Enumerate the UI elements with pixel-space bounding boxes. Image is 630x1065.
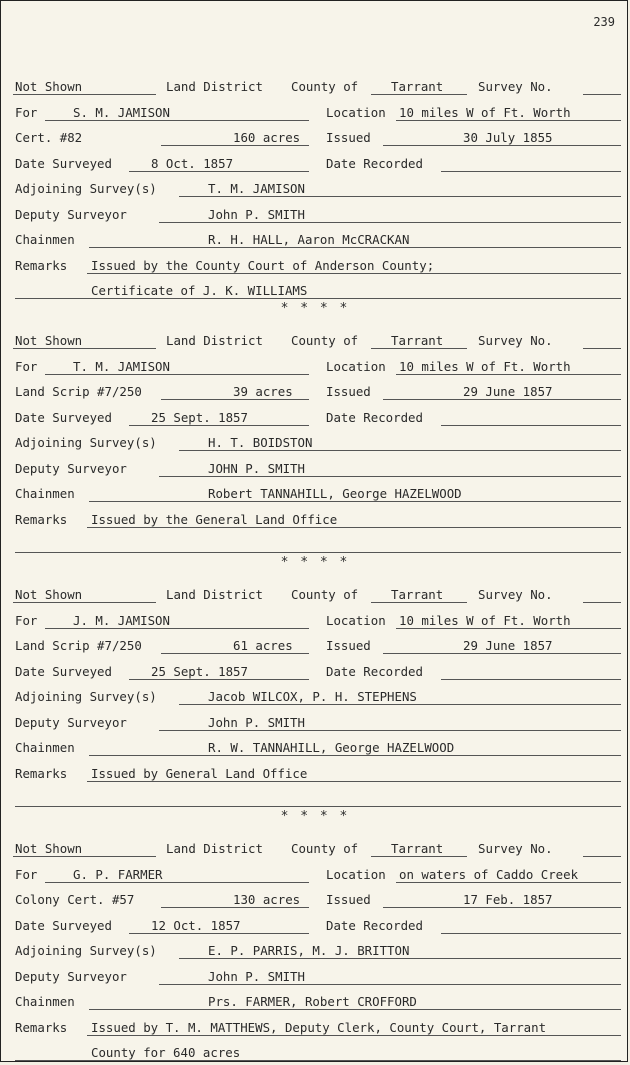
- blank-line: [441, 425, 621, 426]
- issued-value: 17 Feb. 1857: [463, 892, 553, 907]
- cert-value: Land Scrip #7/250: [15, 638, 142, 653]
- row-cert: [1, 632, 629, 658]
- adjoining-label: Adjoining Survey(s): [15, 943, 157, 958]
- blank-line: [89, 501, 621, 502]
- blank-line: [396, 374, 621, 375]
- blank-line: [15, 806, 621, 807]
- remarks-value: Issued by General Land Office: [91, 765, 308, 781]
- blank-line: [129, 171, 309, 172]
- date-recorded-label: Date Recorded: [326, 409, 423, 425]
- county-value: Tarrant: [391, 841, 444, 856]
- issued-value: 30 July 1855: [463, 130, 553, 145]
- deputy-value: John P. SMITH: [208, 968, 305, 984]
- chainmen-value: R. H. HALL, Aaron McCRACKAN: [208, 232, 410, 247]
- blank-line: [159, 222, 621, 223]
- survey-no-label: Survey No.: [478, 841, 553, 856]
- blank-line: [583, 94, 621, 95]
- blank-line: [371, 856, 467, 857]
- deputy-label: Deputy Surveyor: [15, 968, 127, 984]
- blank-line: [13, 602, 156, 603]
- blank-line: [129, 679, 309, 680]
- blank-line: [159, 476, 621, 477]
- date-surveyed-label: Date Surveyed: [15, 917, 112, 933]
- blank-line: [13, 856, 156, 857]
- blank-line: [13, 348, 156, 349]
- blank-line: [179, 450, 621, 451]
- record-separator: * * * *: [280, 555, 350, 570]
- blank-line: [15, 552, 621, 553]
- deputy-label: Deputy Surveyor: [15, 714, 127, 730]
- row-adjoining: [1, 429, 629, 455]
- remarks-label: Remarks: [15, 257, 68, 273]
- row-deputy: [1, 201, 629, 227]
- location-label: Location: [326, 104, 386, 120]
- land-district-label: Land District: [166, 841, 263, 856]
- county-of-label: County of: [291, 587, 359, 602]
- remarks-continued-value: County for 640 acres: [91, 1045, 241, 1060]
- grantee-value: J. M. JAMISON: [73, 612, 170, 628]
- date-surveyed-value: 8 Oct. 1857: [151, 155, 234, 171]
- issued-label: Issued: [326, 892, 371, 907]
- blank-line: [441, 171, 621, 172]
- not-shown-label: Not Shown: [15, 587, 83, 602]
- blank-line: [383, 399, 621, 400]
- acres-value: 39 acres: [233, 384, 293, 399]
- land-district-label: Land District: [166, 333, 263, 348]
- county-value: Tarrant: [391, 587, 444, 602]
- issued-label: Issued: [326, 130, 371, 145]
- blank-line: [371, 602, 467, 603]
- chainmen-value: Robert TANNAHILL, George HAZELWOOD: [208, 486, 462, 501]
- date-surveyed-value: 12 Oct. 1857: [151, 917, 241, 933]
- chainmen-label: Chainmen: [15, 486, 75, 501]
- blank-line: [45, 628, 309, 629]
- location-value: on waters of Caddo Creek: [399, 866, 579, 882]
- blank-line: [129, 933, 309, 934]
- deputy-label: Deputy Surveyor: [15, 460, 127, 476]
- blank-line: [89, 247, 621, 248]
- blank-line: [89, 1009, 621, 1010]
- row-deputy: [1, 963, 629, 989]
- adjoining-value: H. T. BOIDSTON: [208, 435, 313, 450]
- remarks-label: Remarks: [15, 511, 68, 527]
- cert-value: Land Scrip #7/250: [15, 384, 142, 399]
- blank-line: [161, 399, 309, 400]
- row-header: [1, 835, 629, 861]
- row-for: [1, 353, 629, 379]
- row-header: [1, 581, 629, 607]
- blank-line: [87, 273, 621, 274]
- not-shown-label: Not Shown: [15, 333, 83, 348]
- survey-record: [1, 835, 629, 1065]
- for-label: For: [15, 612, 38, 628]
- blank-line: [396, 882, 621, 883]
- row-for: [1, 861, 629, 887]
- land-district-label: Land District: [166, 79, 263, 94]
- blank-line: [396, 120, 621, 121]
- survey-record: [1, 581, 629, 811]
- blank-line: [371, 94, 467, 95]
- location-label: Location: [326, 866, 386, 882]
- blank-line: [179, 704, 621, 705]
- date-surveyed-value: 25 Sept. 1857: [151, 409, 248, 425]
- row-deputy: [1, 455, 629, 481]
- blank-line: [15, 298, 621, 299]
- blank-line: [45, 882, 309, 883]
- adjoining-label: Adjoining Survey(s): [15, 181, 157, 196]
- row-dates: [1, 150, 629, 176]
- deputy-value: John P. SMITH: [208, 206, 305, 222]
- blank-line: [396, 628, 621, 629]
- blank-line: [45, 374, 309, 375]
- row-adjoining: [1, 937, 629, 963]
- county-value: Tarrant: [391, 333, 444, 348]
- cert-value: Colony Cert. #57: [15, 892, 135, 907]
- blank-line: [87, 781, 621, 782]
- row-chainmen: [1, 226, 629, 252]
- blank-line: [371, 348, 467, 349]
- chainmen-label: Chainmen: [15, 232, 75, 247]
- adjoining-value: E. P. PARRIS, M. J. BRITTON: [208, 943, 410, 958]
- for-label: For: [15, 358, 38, 374]
- blank-line: [383, 145, 621, 146]
- deputy-value: John P. SMITH: [208, 714, 305, 730]
- blank-line: [87, 527, 621, 528]
- row-chainmen: [1, 734, 629, 760]
- blank-line: [383, 907, 621, 908]
- row-remarks-cont: [1, 785, 629, 811]
- row-chainmen: [1, 988, 629, 1014]
- survey-record: [1, 327, 629, 557]
- acres-value: 130 acres: [233, 892, 301, 907]
- chainmen-label: Chainmen: [15, 994, 75, 1009]
- row-adjoining: [1, 175, 629, 201]
- county-of-label: County of: [291, 841, 359, 856]
- date-surveyed-label: Date Surveyed: [15, 663, 112, 679]
- row-header: [1, 73, 629, 99]
- page-number: 239: [593, 15, 615, 29]
- blank-line: [87, 1035, 621, 1036]
- remarks-continued-value: Certificate of J. K. WILLIAMS: [91, 283, 308, 298]
- chainmen-label: Chainmen: [15, 740, 75, 755]
- grantee-value: S. M. JAMISON: [73, 104, 170, 120]
- blank-line: [89, 755, 621, 756]
- remarks-value: Issued by the County Court of Anderson County;: [91, 257, 435, 273]
- survey-record: [1, 73, 629, 303]
- blank-line: [159, 984, 621, 985]
- record-separator: * * * *: [280, 809, 350, 824]
- blank-line: [45, 120, 309, 121]
- date-recorded-label: Date Recorded: [326, 155, 423, 171]
- land-district-label: Land District: [166, 587, 263, 602]
- chainmen-value: Prs. FARMER, Robert CROFFORD: [208, 994, 417, 1009]
- location-label: Location: [326, 612, 386, 628]
- deputy-label: Deputy Surveyor: [15, 206, 127, 222]
- deputy-value: JOHN P. SMITH: [208, 460, 305, 476]
- blank-line: [161, 653, 309, 654]
- blank-line: [159, 730, 621, 731]
- for-label: For: [15, 866, 38, 882]
- blank-line: [441, 933, 621, 934]
- row-cert: [1, 378, 629, 404]
- blank-line: [129, 425, 309, 426]
- row-header: [1, 327, 629, 353]
- location-label: Location: [326, 358, 386, 374]
- row-remarks: [1, 1014, 629, 1040]
- adjoining-value: Jacob WILCOX, P. H. STEPHENS: [208, 689, 417, 704]
- issued-label: Issued: [326, 384, 371, 399]
- date-recorded-label: Date Recorded: [326, 663, 423, 679]
- row-remarks: [1, 252, 629, 278]
- row-adjoining: [1, 683, 629, 709]
- blank-line: [13, 94, 156, 95]
- issued-value: 29 June 1857: [463, 384, 553, 399]
- blank-line: [179, 958, 621, 959]
- location-value: 10 miles W of Ft. Worth: [399, 104, 571, 120]
- blank-line: [441, 679, 621, 680]
- county-of-label: County of: [291, 79, 359, 94]
- chainmen-value: R. W. TANNAHILL, George HAZELWOOD: [208, 740, 455, 755]
- issued-label: Issued: [326, 638, 371, 653]
- date-recorded-label: Date Recorded: [326, 917, 423, 933]
- location-value: 10 miles W of Ft. Worth: [399, 612, 571, 628]
- row-remarks-cont: [1, 531, 629, 557]
- blank-line: [583, 602, 621, 603]
- survey-no-label: Survey No.: [478, 333, 553, 348]
- blank-line: [383, 653, 621, 654]
- row-cert: [1, 886, 629, 912]
- date-surveyed-label: Date Surveyed: [15, 409, 112, 425]
- adjoining-value: T. M. JAMISON: [208, 181, 305, 196]
- row-dates: [1, 912, 629, 938]
- county-of-label: County of: [291, 333, 359, 348]
- remarks-value: Issued by T. M. MATTHEWS, Deputy Clerk, County Court, Tarrant: [91, 1019, 547, 1035]
- row-remarks-cont: [1, 1039, 629, 1065]
- remarks-label: Remarks: [15, 765, 68, 781]
- record-separator: * * * *: [280, 301, 350, 316]
- date-surveyed-label: Date Surveyed: [15, 155, 112, 171]
- blank-line: [583, 856, 621, 857]
- row-cert: [1, 124, 629, 150]
- row-deputy: [1, 709, 629, 735]
- row-remarks: [1, 760, 629, 786]
- not-shown-label: Not Shown: [15, 79, 83, 94]
- survey-no-label: Survey No.: [478, 587, 553, 602]
- survey-no-label: Survey No.: [478, 79, 553, 94]
- not-shown-label: Not Shown: [15, 841, 83, 856]
- adjoining-label: Adjoining Survey(s): [15, 689, 157, 704]
- location-value: 10 miles W of Ft. Worth: [399, 358, 571, 374]
- blank-line: [583, 348, 621, 349]
- row-dates: [1, 658, 629, 684]
- blank-line: [15, 1060, 621, 1061]
- blank-line: [161, 907, 309, 908]
- blank-line: [179, 196, 621, 197]
- row-remarks-cont: [1, 277, 629, 303]
- cert-value: Cert. #82: [15, 130, 83, 145]
- row-chainmen: [1, 480, 629, 506]
- for-label: For: [15, 104, 38, 120]
- remarks-value: Issued by the General Land Office: [91, 511, 338, 527]
- remarks-label: Remarks: [15, 1019, 68, 1035]
- grantee-value: T. M. JAMISON: [73, 358, 170, 374]
- date-surveyed-value: 25 Sept. 1857: [151, 663, 248, 679]
- acres-value: 160 acres: [233, 130, 301, 145]
- row-for: [1, 607, 629, 633]
- acres-value: 61 acres: [233, 638, 293, 653]
- adjoining-label: Adjoining Survey(s): [15, 435, 157, 450]
- row-dates: [1, 404, 629, 430]
- grantee-value: G. P. FARMER: [73, 866, 163, 882]
- row-remarks: [1, 506, 629, 532]
- issued-value: 29 June 1857: [463, 638, 553, 653]
- county-value: Tarrant: [391, 79, 444, 94]
- row-for: [1, 99, 629, 125]
- blank-line: [161, 145, 309, 146]
